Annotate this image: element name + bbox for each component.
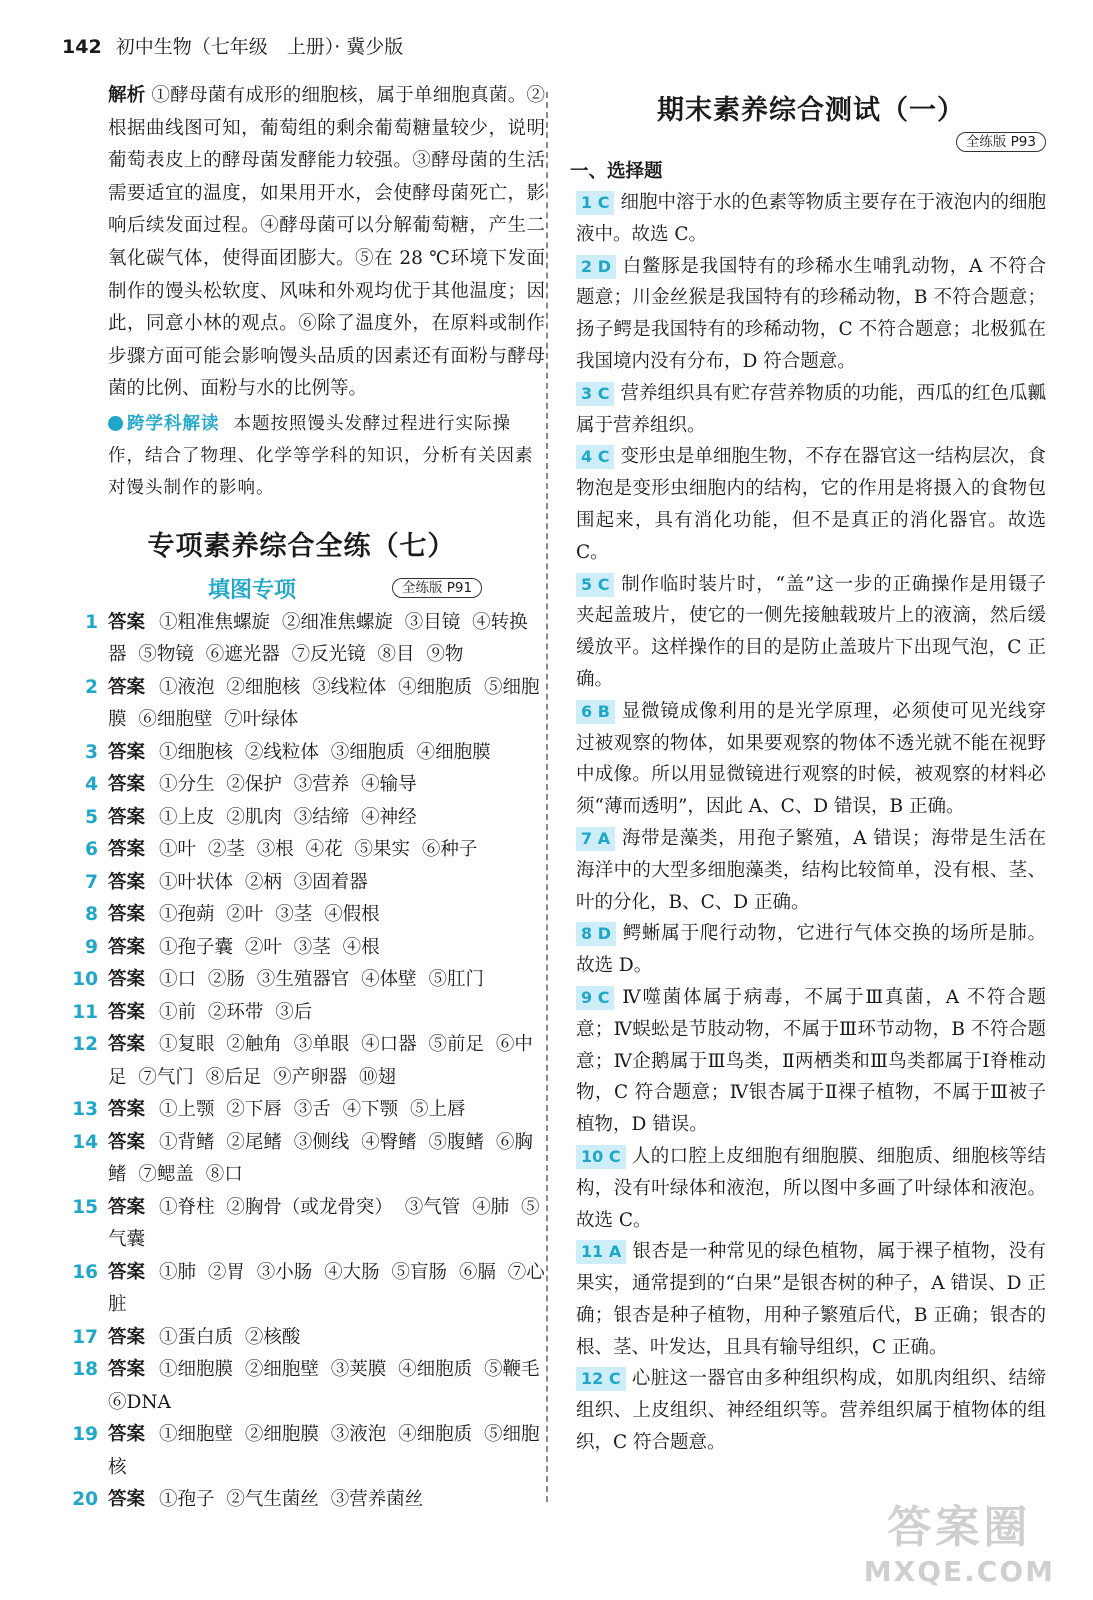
answer-item — [72, 1484, 545, 1517]
answer-label: 答案 — [108, 1099, 146, 1121]
answer-item — [72, 1354, 545, 1419]
answer-number: 18 — [72, 1359, 98, 1381]
answer-number: 8 — [85, 904, 98, 926]
answer-text: ①上颚 ②下唇 ③舌 ④下颚 ⑤上唇 — [159, 1099, 466, 1121]
answer-number: 2 — [85, 676, 98, 698]
answer-label: 答案 — [108, 1359, 146, 1381]
watermark-url: MXQE.COM — [863, 1555, 1055, 1588]
question-answer-tag: 11 A — [576, 1240, 626, 1264]
answer-label: 答案 — [108, 611, 146, 633]
answer-item — [72, 997, 545, 1030]
answer-item — [85, 834, 545, 867]
question-list — [576, 187, 1046, 1459]
answer-text: ①蛋白质 ②核酸 — [159, 1326, 301, 1348]
answer-text: ①细胞膜 ②细胞壁 ③荚膜 ④细胞质 ⑤鞭毛 ⑥DNA — [108, 1359, 540, 1413]
answer-label: 答案 — [108, 969, 146, 991]
answer-item — [72, 964, 545, 997]
question-item — [576, 441, 1046, 568]
question-answer-tag: 1 C — [576, 191, 614, 215]
answer-text: ①孢子 ②气生菌丝 ③营养菌丝 — [159, 1489, 424, 1511]
answer-label: 答案 — [108, 741, 146, 763]
answer-text: ①液泡 ②细胞核 ③线粒体 ④细胞质 ⑤细胞膜 ⑥细胞壁 ⑦叶绿体 — [108, 676, 540, 731]
answer-label: 答案 — [108, 1196, 146, 1218]
answer-text: ①脊柱 ②胸骨（或龙骨突） ③气管 ④肺 ⑤气囊 — [108, 1196, 540, 1251]
question-explanation: 海带是藻类，用孢子繁殖，A 错误；海带是生活在海洋中的大型多细胞藻类，结构比较简单，没有根、茎、叶的分化，B、C、D 正确。 — [576, 827, 1046, 913]
answer-number: 1 — [85, 611, 98, 633]
question-explanation: 白鳖豚是我国特有的珍稀水生哺乳动物，A 不符合题意；川金丝猴是我国特有的珍稀动物，B 不符合题意；扬子鳄是我国特有的珍稀动物，C 不符合题意；北极狐在我国境内没有分布，D 符合题意。 — [576, 255, 1046, 372]
answer-number: 12 — [72, 1034, 98, 1056]
question-item — [576, 982, 1046, 1141]
question-answer-tag: 4 C — [576, 445, 614, 469]
answer-item — [85, 769, 545, 802]
answer-number: 7 — [85, 871, 98, 893]
cross-subject-tag — [108, 414, 220, 434]
question-answer-tag: 8 D — [576, 922, 616, 946]
answer-number: 17 — [72, 1326, 98, 1348]
question-explanation: 营养组织具有贮存营养物质的功能，西瓜的红色瓜瓤属于营养组织。 — [576, 382, 1046, 436]
answer-number: 13 — [72, 1099, 98, 1121]
watermark — [864, 1491, 1055, 1588]
answer-item — [85, 899, 545, 932]
answer-number: 9 — [85, 936, 98, 958]
answer-text: ①上皮 ②肌肉 ③结缔 ④神经 — [159, 806, 417, 828]
question-item — [576, 569, 1046, 696]
analysis-label: 解析 — [108, 85, 146, 106]
watermark-logo: 答案圈 — [887, 1502, 1032, 1553]
question-answer-tag: 10 C — [576, 1145, 626, 1169]
subsection-title: 填图专项 — [208, 577, 297, 603]
question-explanation: 显微镜成像利用的是光学原理，必须使可见光线穿过被观察的物体，如果要观察的物体不透光就不能在视野中成像。所以用显微镜进行观察的时候，被观察的材料必须“薄而透明”，因此 A、C、D 错误，B 正确。 — [576, 700, 1046, 818]
answer-number: 15 — [72, 1196, 98, 1218]
question-explanation: 心脏这一器官由多种组织构成，如肌肉组织、结缔组织、上皮组织、神经组织等。营养组织属于植物体的组织，C 符合题意。 — [576, 1368, 1046, 1454]
exam-ref-badge: 全练版 P93 — [956, 132, 1046, 152]
answer-number: 11 — [72, 1001, 98, 1023]
answer-item — [72, 1094, 545, 1127]
question-explanation: 鳄蜥属于爬行动物，它进行气体交换的场所是肺。故选 D。 — [576, 923, 1046, 977]
analysis-paragraph — [108, 80, 545, 406]
answer-item — [72, 1127, 545, 1192]
cross-subject-label: 跨学科解读 — [127, 413, 220, 434]
answer-label: 答案 — [108, 1489, 146, 1511]
question-item — [576, 187, 1046, 251]
answer-item — [72, 1322, 545, 1355]
question-answer-tag: 6 B — [576, 700, 615, 724]
answer-label: 答案 — [108, 904, 146, 926]
answer-number: 4 — [85, 774, 98, 796]
answer-item — [72, 1029, 545, 1094]
answer-item — [85, 672, 545, 737]
question-answer-tag: 7 A — [576, 827, 615, 851]
question-explanation: 细胞中溶于水的色素等物质主要存在于液泡内的细胞液中。故选 C。 — [576, 192, 1046, 245]
answer-label: 答案 — [108, 774, 146, 796]
answer-text: ①口 ②肠 ③生殖器官 ④体壁 ⑤肛门 — [159, 969, 485, 991]
answer-label: 答案 — [108, 871, 146, 893]
question-answer-tag: 9 C — [576, 986, 614, 1010]
question-item — [576, 378, 1046, 442]
exam-title: 期末素养综合测试（一） — [657, 95, 965, 126]
answer-item — [72, 1419, 545, 1484]
question-answer-tag: 3 C — [576, 382, 614, 406]
answer-text: ①细胞核 ②线粒体 ③细胞质 ④细胞膜 — [159, 741, 491, 763]
answer-item — [85, 802, 545, 835]
answer-item — [85, 867, 545, 900]
section-title: 专项素养综合全练（七） — [147, 530, 456, 562]
answer-item — [85, 932, 545, 965]
answer-number: 10 — [72, 969, 98, 991]
answer-label: 答案 — [108, 1034, 146, 1056]
answer-label: 答案 — [108, 1131, 146, 1153]
right-column — [570, 82, 1046, 1459]
answer-text: ①复眼 ②触角 ③单眼 ④口器 ⑤前足 ⑥中足 ⑦气门 ⑧后足 ⑨产卵器 ⑩翅 — [108, 1034, 533, 1088]
column-divider — [546, 92, 548, 1502]
answer-text: ①背鳍 ②尾鳍 ③侧线 ④臀鳍 ⑤腹鳍 ⑥胸鳍 ⑦鳃盖 ⑧口 — [108, 1131, 533, 1186]
question-item — [576, 823, 1046, 918]
cross-subject-text: 本题按照馒头发酵过程进行实际操作，结合了物理、化学等学科的知识，分析有关因素对馒头制作的影响。 — [108, 413, 534, 498]
question-explanation: 制作临时装片时，“盖”这一步的正确操作是用镊子夹起盖玻片，使它的一侧先接触载玻片上的液滴，然后缓缓放平。这样操作的目的是防止盖玻片下出现气泡，C 正确。 — [576, 573, 1046, 690]
answer-label: 答案 — [108, 839, 146, 861]
answer-label: 答案 — [108, 806, 146, 828]
answer-text: ①粗准焦螺旋 ②细准焦螺旋 ③目镜 ④转换器 ⑤物镜 ⑥遮光器 ⑦反光镜 ⑧目 ⑨物 — [108, 611, 528, 666]
question-answer-tag: 12 C — [576, 1367, 626, 1391]
answer-label: 答案 — [108, 1424, 146, 1446]
cross-subject-icon — [108, 416, 123, 431]
question-item — [576, 1363, 1046, 1458]
question-item — [576, 918, 1046, 982]
answer-text: ①细胞壁 ②细胞膜 ③液泡 ④细胞质 ⑤细胞核 — [108, 1424, 540, 1478]
question-item — [576, 1141, 1046, 1236]
subsection-header — [58, 573, 545, 607]
answer-text: ①叶状体 ②柄 ③固着器 — [159, 871, 368, 893]
question-explanation: 人的口腔上皮细胞有细胞膜、细胞质、细胞核等结构，没有叶绿体和液泡，所以图中多画了叶绿体和液泡。故选 C。 — [576, 1145, 1046, 1231]
answer-number: 19 — [72, 1424, 98, 1446]
answer-label: 答案 — [108, 1261, 146, 1283]
page-header — [62, 32, 403, 59]
answer-text: ①前 ②环带 ③后 — [159, 1001, 313, 1023]
analysis-text: ①酵母菌有成形的细胞核，属于单细胞真菌。②根据曲线图可知，葡萄组的剩余葡萄糖量较少，说明葡萄表皮上的酵母菌发酵能力较强。③酵母菌的生活需要适宜的温度，如果用开水，会使酵母菌死亡，影响后续发面过程。④酵母菌可以分解葡萄糖，产生二氧化碳气体，使得面团膨大。⑤在 28 ℃环境下发面制作的馒头松软度、风味和外观均优于其他温度；因此，同意小林的观点。⑥除了温度外，在原料或制作步骤方面可能会影响馒头品质的因素还有面粉与酵母菌的比例、面粉与水的比例等。 — [108, 85, 545, 400]
answer-item — [72, 1192, 545, 1257]
answer-item — [85, 737, 545, 770]
answer-text: ①孢蒴 ②叶 ③茎 ④假根 — [159, 904, 380, 926]
answer-text: ①叶 ②茎 ③根 ④花 ⑤果实 ⑥种子 — [159, 839, 478, 861]
answer-item — [85, 607, 545, 672]
answer-text: ①分生 ②保护 ③营养 ④输导 — [159, 774, 417, 796]
answer-number: 3 — [85, 741, 98, 763]
question-explanation: Ⅳ噬菌体属于病毒，不属于Ⅲ真菌，A 不符合题意；Ⅳ蜈蚣是节肢动物，不属于Ⅲ环节动物，B 不符合题意；Ⅳ企鹅属于Ⅲ鸟类，Ⅱ两栖类和Ⅲ鸟类都属于Ⅰ脊椎动物，C 符合题意；Ⅳ银杏属于Ⅱ裸子植物，不属于Ⅲ被子植物，D 错误。 — [576, 986, 1046, 1136]
answer-item — [72, 1257, 545, 1322]
question-item — [576, 1236, 1046, 1363]
question-explanation: 变形虫是单细胞生物，不存在器官这一结构层次，食物泡是变形虫细胞内的结构，它的作用是将摄入的食物包围起来，具有消化功能，但不是真正的消化器官。故选 C。 — [576, 446, 1046, 563]
answer-text: ①孢子囊 ②叶 ③茎 ④根 — [159, 936, 380, 958]
question-answer-tag: 2 D — [576, 255, 616, 279]
question-item — [576, 251, 1046, 378]
answer-label: 答案 — [108, 1001, 146, 1023]
answer-text: ①肺 ②胃 ③小肠 ④大肠 ⑤盲肠 ⑥膈 ⑦心脏 — [108, 1261, 545, 1316]
answer-number: 20 — [72, 1489, 98, 1511]
left-column — [72, 80, 545, 1517]
answer-number: 16 — [72, 1261, 98, 1283]
section-label: 一、选择题 — [570, 161, 663, 182]
question-explanation: 银杏是一种常见的绿色植物，属于裸子植物，没有果实，通常提到的“白果”是银杏树的种子，A 错误、D 正确；银杏是种子植物，用种子繁殖后代，B 正确；银杏的根、茎、叶发达，且具有输导组织，C 正确。 — [576, 1241, 1046, 1358]
answer-list — [72, 607, 545, 1517]
subsection-ref-badge: 全练版 P91 — [392, 578, 482, 598]
answer-number: 6 — [85, 839, 98, 861]
answer-label: 答案 — [108, 676, 146, 698]
answer-number: 5 — [85, 806, 98, 828]
book-title: 初中生物（七年级 上册）· 冀少版 — [115, 36, 404, 58]
answer-label: 答案 — [108, 1326, 146, 1348]
question-answer-tag: 5 C — [576, 573, 614, 597]
cross-subject-note — [108, 408, 545, 504]
answer-label: 答案 — [108, 936, 146, 958]
answer-number: 14 — [72, 1131, 98, 1153]
page-number: 142 — [62, 36, 102, 58]
question-item — [576, 696, 1046, 823]
